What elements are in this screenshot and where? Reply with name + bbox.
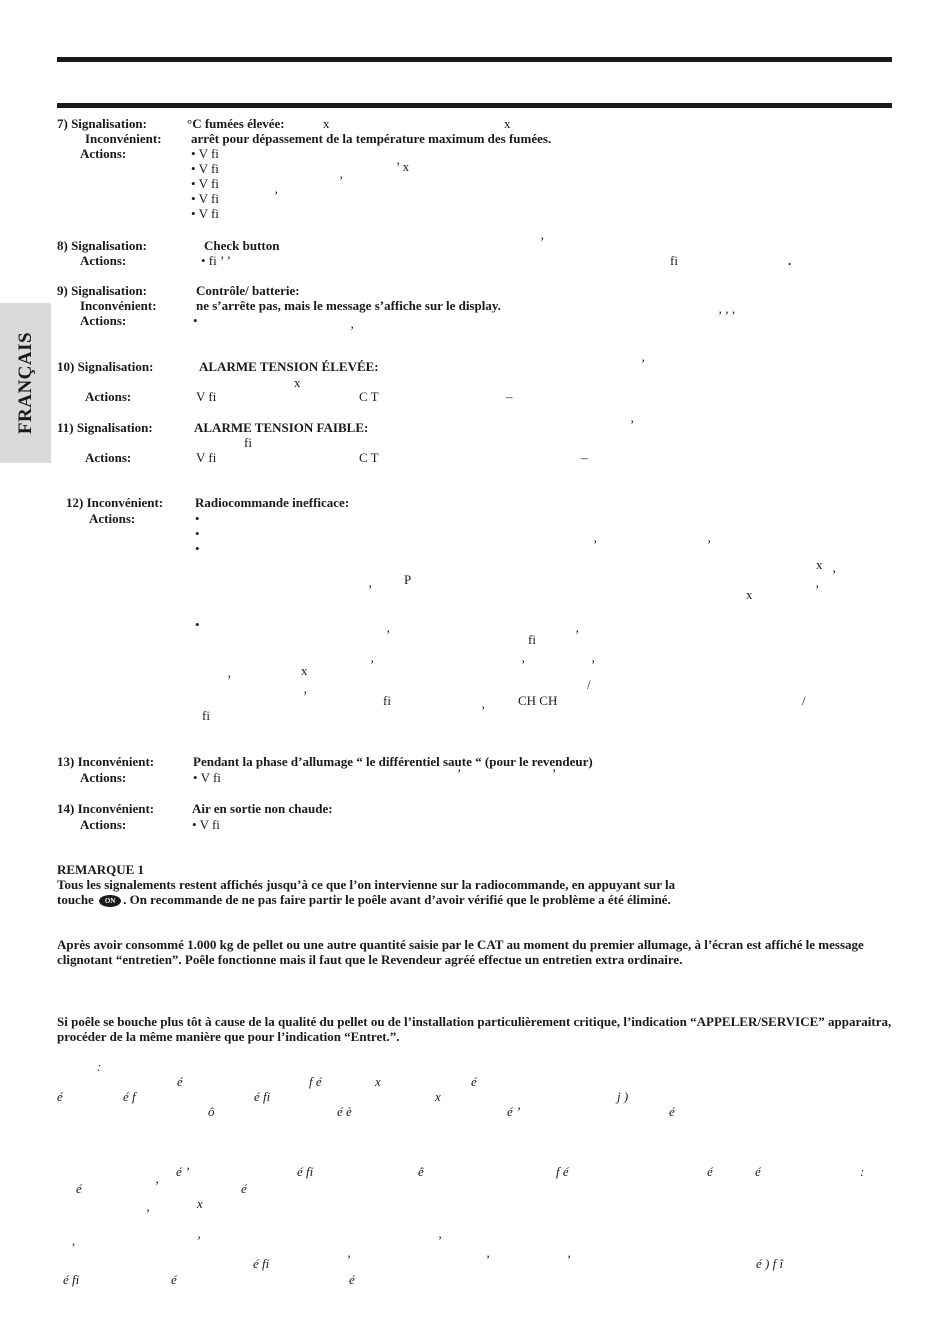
item-12-fragment: x — [301, 663, 308, 678]
item-12-bullet: • — [195, 541, 200, 556]
faded-fragment: ’ — [145, 1206, 150, 1221]
item-7-label: 7) Signalisation: — [57, 116, 147, 131]
item-7-sub-text: arrêt pour dépassement de la température maximum des fumées. — [191, 131, 552, 146]
faded-fragment: ’ — [154, 1178, 159, 1193]
faded-fragment: , — [72, 1233, 76, 1248]
item-11-fragment: C T — [359, 450, 379, 465]
faded-fragment: ê — [418, 1164, 424, 1179]
item-10-fragment: – — [506, 389, 513, 404]
item-12-fragment: ’ — [575, 627, 580, 642]
item-7-action: • V fi — [191, 146, 219, 161]
item-7-fragment: ’ — [339, 173, 344, 188]
faded-fragment: x — [197, 1196, 203, 1211]
item-7-fragment: x — [323, 116, 330, 131]
item-12-bullet: • — [195, 526, 200, 541]
item-13-fragment: ’ — [552, 766, 557, 781]
faded-fragment: é fi — [297, 1164, 314, 1179]
faded-fragment: ’ — [437, 1233, 442, 1248]
faded-fragment: é — [76, 1181, 82, 1196]
item-12-fragment: P — [404, 572, 412, 587]
faded-fragment: é — [241, 1181, 247, 1196]
item-9-title: Contrôle/ batterie: — [196, 283, 300, 298]
item-12-fragment: ’ — [481, 703, 486, 718]
item-14-actions-label: Actions: — [80, 817, 127, 832]
item-13-label: 13) Inconvénient: — [57, 754, 155, 769]
item-7-fragment: ’ x — [396, 159, 410, 174]
item-9-sub-text: ne s’arrête pas, mais le message s’affiche sur le display. — [196, 298, 501, 313]
faded-fragment: ’ — [196, 1233, 201, 1248]
faded-fragment: ô — [208, 1104, 215, 1119]
item-11-actions-label: Actions: — [85, 450, 132, 465]
item-12-fragment: / — [587, 677, 591, 692]
item-14-action: • V fi — [192, 817, 220, 832]
item-12-label: 12) Inconvénient: — [66, 495, 164, 510]
item-7-action: • V fi — [191, 161, 219, 176]
item-14-label: 14) Inconvénient: — [57, 801, 155, 816]
faded-fragment: ’ — [346, 1252, 351, 1267]
faded-fragment: é — [755, 1164, 761, 1179]
item-11-fragment: – — [581, 450, 588, 465]
item-10-action: V fi — [196, 389, 217, 404]
faded-fragment: é — [171, 1272, 177, 1287]
faded-fragment: é fi — [253, 1256, 270, 1271]
item-11-label: 11) Signalisation: — [57, 420, 153, 435]
item-13-action: • V fi — [193, 770, 221, 785]
item-12-fragment: fi — [383, 693, 391, 708]
item-11-fragment: ’ — [630, 417, 635, 432]
item-13-fragment: ’ — [457, 766, 462, 781]
item-8-title: Check button — [204, 238, 280, 253]
remarque-line-end: . On recommande de ne pas faire partir le poêle avant d’avoir vérifié que le problème a été éliminé. — [123, 892, 671, 907]
item-14-title: Air en sortie non chaude: — [192, 801, 333, 816]
faded-fragment: é — [471, 1074, 477, 1089]
faded-fragment: f é — [556, 1164, 569, 1179]
power-button-icon: ON — [99, 895, 121, 907]
item-12-bullet: • — [195, 617, 200, 632]
faded-fragment: x — [375, 1074, 381, 1089]
item-7-action: • V fi — [191, 206, 219, 221]
item-12-fragment: ’ — [815, 582, 820, 597]
item-10-fragment: x — [294, 375, 301, 390]
header-rule-top — [57, 57, 892, 62]
item-10-actions-label: Actions: — [85, 389, 132, 404]
item-12-fragment: ’ — [593, 537, 598, 552]
remarque-touche-text: touche — [57, 892, 94, 907]
faded-fragment: é ’ — [507, 1104, 521, 1119]
faded-fragment: f é — [309, 1074, 322, 1089]
language-side-tab — [0, 303, 51, 463]
item-9-action: • — [193, 313, 198, 328]
faded-fragment: é — [57, 1089, 63, 1104]
item-11-fragment: fi — [244, 435, 252, 450]
item-10-fragment: C T — [359, 389, 379, 404]
item-12-fragment: ’ — [386, 627, 391, 642]
faded-fragment: é — [669, 1104, 675, 1119]
item-10-fragment: ’ — [641, 356, 646, 371]
faded-fragment: é ’ — [176, 1164, 190, 1179]
faded-fragment: j ) — [617, 1089, 629, 1104]
item-7-action: • V fi — [191, 176, 219, 191]
item-10-title: ALARME TENSION ÉLEVÉE: — [199, 359, 379, 374]
faded-fragment: é — [349, 1272, 355, 1287]
faded-fragment: ’ — [485, 1252, 490, 1267]
faded-fragment: é fi — [63, 1272, 80, 1287]
faded-fragment: é f — [123, 1089, 136, 1104]
item-12-actions-label: Actions: — [89, 511, 136, 526]
item-12-fragment: fi — [528, 632, 536, 647]
faded-fragment: : — [860, 1164, 865, 1179]
item-9-actions-label: Actions: — [80, 313, 127, 328]
item-8-action: • fi ’ ’ — [201, 253, 231, 268]
remarque-line: Tous les signalements restent affichés jusqu’à ce que l’on intervienne sur la radiocommande, en appuyant sur la — [57, 877, 676, 892]
item-10-label: 10) Signalisation: — [57, 359, 154, 374]
item-12-fragment: x — [746, 587, 753, 602]
faded-fragment: ’ — [566, 1252, 571, 1267]
item-7-action: • V fi — [191, 191, 219, 206]
item-12-fragment: x — [816, 557, 823, 572]
item-12-fragment: ’ — [368, 582, 373, 597]
appeler-service-paragraph: Si poêle se bouche plus tôt à cause de la qualité du pellet ou de l’installation particulièrement critique, l’indication “APPELER/SERVICE” apparaitra, procéder de la même manière que pour l’indication “Entret.”. — [57, 1014, 892, 1044]
item-8-actions-label: Actions: — [80, 253, 127, 268]
item-9-label: 9) Signalisation: — [57, 283, 147, 298]
item-9-fragment: ’ ’ ’ — [718, 308, 736, 323]
remarque-line — [57, 892, 671, 907]
item-12-fragment: ’ — [303, 688, 308, 703]
item-12-fragment: fi — [202, 708, 210, 723]
faded-fragment: é ) f î — [756, 1256, 784, 1271]
item-8-fragment: fi — [670, 253, 678, 268]
remarque-title: REMARQUE 1 — [57, 862, 145, 877]
item-11-action: V fi — [196, 450, 217, 465]
item-7-title: °C fumées élevée: — [187, 116, 285, 131]
item-7-actions-label: Actions: — [80, 146, 127, 161]
faded-fragment: é — [707, 1164, 713, 1179]
item-8-fragment: . — [788, 253, 792, 268]
item-12-bullet: • — [195, 511, 200, 526]
item-7-sub-label: Inconvénient: — [85, 131, 162, 146]
item-9-sub-label: Inconvénient: — [80, 298, 157, 313]
item-12-fragment: ’ — [832, 567, 837, 582]
entretien-paragraph: Après avoir consommé 1.000 kg de pellet ou une autre quantité saisie par le CAT au moment du premier allumage, à l’écran est affiché le message clignotant “entretien”. Poêle fonctionne mais il faut que le Revendeur agréé effectue un entretien extra ordinaire. — [57, 937, 864, 967]
faded-fragment: é è — [337, 1104, 352, 1119]
item-12-fragment: ’ — [521, 657, 526, 672]
header-rule-bottom — [57, 103, 892, 108]
item-12-fragment: ’ — [707, 537, 712, 552]
item-9-fragment: ’ — [350, 323, 355, 338]
item-12-fragment: ’ — [370, 657, 375, 672]
item-7-fragment: x — [504, 116, 511, 131]
language-label: FRANÇAIS — [14, 331, 36, 435]
item-12-fragment: CH CH — [518, 693, 558, 708]
item-12-fragment: ’ — [591, 657, 596, 672]
item-12-fragment: ’ — [227, 672, 232, 687]
faded-fragment: : — [97, 1059, 102, 1074]
faded-fragment: é — [177, 1074, 183, 1089]
item-13-title: Pendant la phase d’allumage “ le différentiel saute “ (pour le revendeur) — [193, 754, 593, 769]
item-11-title: ALARME TENSION FAIBLE: — [194, 420, 369, 435]
item-8-fragment: ’ — [540, 234, 545, 249]
item-12-title: Radiocommande inefficace: — [195, 495, 350, 510]
faded-fragment: é fi — [254, 1089, 271, 1104]
item-7-fragment: ’ — [274, 188, 279, 203]
faded-fragment: x — [435, 1089, 441, 1104]
item-12-fragment: / — [802, 693, 806, 708]
item-13-actions-label: Actions: — [80, 770, 127, 785]
item-8-label: 8) Signalisation: — [57, 238, 147, 253]
